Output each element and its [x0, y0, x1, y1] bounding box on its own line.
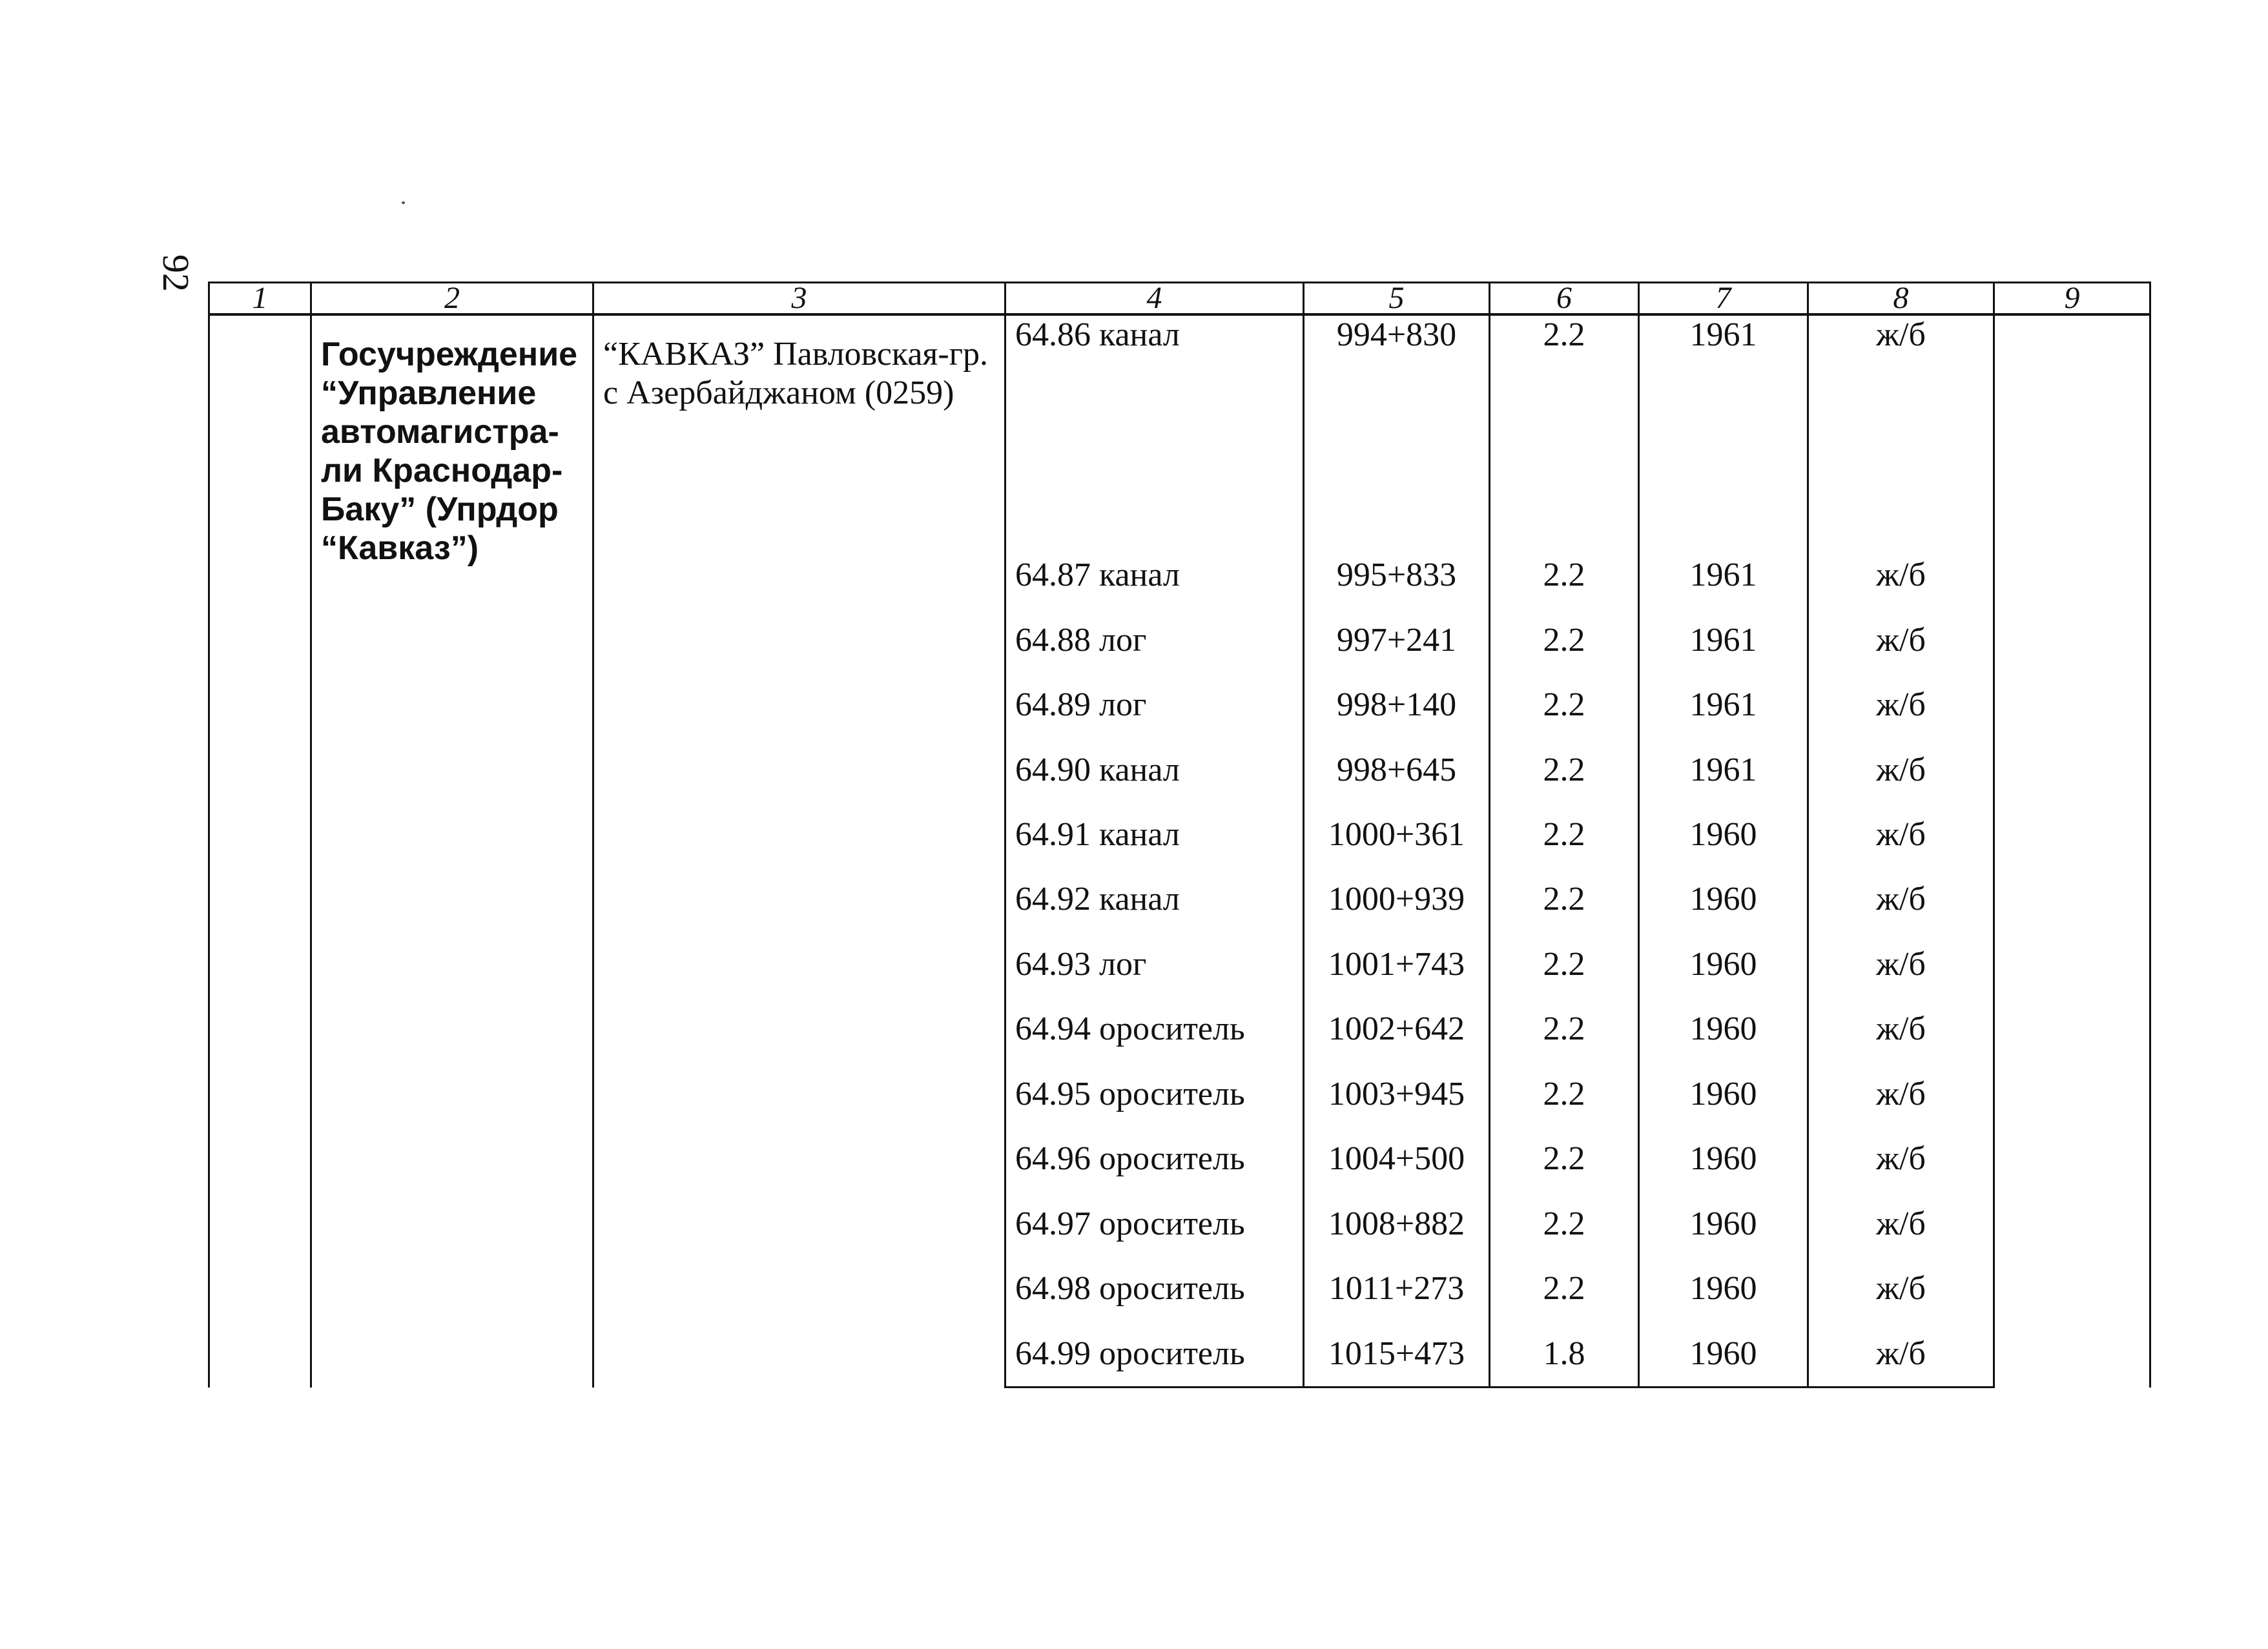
year-cell: 1960: [1639, 1321, 1808, 1387]
year-cell: 1961: [1639, 543, 1808, 608]
material-cell: ж/б: [1808, 932, 1994, 997]
object-cell: 64.92 канал: [1005, 867, 1304, 932]
year-cell: 1960: [1639, 1127, 1808, 1191]
object-cell: 64.88 лог: [1005, 608, 1304, 672]
km-cell: 1001+743: [1304, 932, 1490, 997]
header-cell: 6: [1490, 283, 1639, 315]
material-cell: ж/б: [1808, 1321, 1994, 1387]
km-cell: 998+645: [1304, 737, 1490, 802]
year-cell: 1960: [1639, 997, 1808, 1061]
length-cell: 2.2: [1490, 867, 1639, 932]
km-cell: 1000+939: [1304, 867, 1490, 932]
material-cell: ж/б: [1808, 673, 1994, 737]
length-cell: 2.2: [1490, 997, 1639, 1061]
object-cell: 64.89 лог: [1005, 673, 1304, 737]
header-cell: 4: [1005, 283, 1304, 315]
km-cell: 1003+945: [1304, 1062, 1490, 1127]
object-cell: 64.87 канал: [1005, 543, 1304, 608]
year-cell: 1960: [1639, 1062, 1808, 1127]
material-cell: ж/б: [1808, 867, 1994, 932]
material-cell: ж/б: [1808, 737, 1994, 802]
header-cell: 2: [311, 283, 593, 315]
material-cell: ж/б: [1808, 803, 1994, 867]
material-cell: ж/б: [1808, 1127, 1994, 1191]
object-cell: 64.95 ороситель: [1005, 1062, 1304, 1127]
object-cell: 64.97 ороситель: [1005, 1192, 1304, 1256]
organization-cell: Госучреждение “Управление автомагистра-ли Краснодар-Баку” (Упрдор “Кавказ”): [311, 314, 593, 1387]
page-number: 92: [155, 254, 197, 292]
object-cell: 64.94 ороситель: [1005, 997, 1304, 1061]
km-cell: 997+241: [1304, 608, 1490, 672]
km-cell: 1000+361: [1304, 803, 1490, 867]
material-cell: ж/б: [1808, 543, 1994, 608]
header-cell: 9: [1994, 283, 2150, 315]
length-cell: 2.2: [1490, 1127, 1639, 1191]
object-cell: 64.93 лог: [1005, 932, 1304, 997]
object-cell: 64.90 канал: [1005, 737, 1304, 802]
length-cell: 2.2: [1490, 737, 1639, 802]
material-cell: ж/б: [1808, 1256, 1994, 1321]
length-cell: 2.2: [1490, 1256, 1639, 1321]
year-cell: 1961: [1639, 673, 1808, 737]
bridge-register-table: [208, 282, 2151, 1388]
year-cell: 1960: [1639, 867, 1808, 932]
length-cell: 2.2: [1490, 314, 1639, 543]
row-number-cell: [209, 314, 311, 1387]
km-cell: 1015+473: [1304, 1321, 1490, 1387]
header-cell: 1: [209, 283, 311, 315]
km-cell: 1004+500: [1304, 1127, 1490, 1191]
length-cell: 1.8: [1490, 1321, 1639, 1387]
year-cell: 1961: [1639, 314, 1808, 543]
table-row: [209, 314, 2150, 543]
header-cell: 7: [1639, 283, 1808, 315]
year-cell: 1960: [1639, 1256, 1808, 1321]
length-cell: 2.2: [1490, 803, 1639, 867]
year-cell: 1961: [1639, 608, 1808, 672]
header-cell: 8: [1808, 283, 1994, 315]
object-cell: 64.96 ороситель: [1005, 1127, 1304, 1191]
km-cell: 1011+273: [1304, 1256, 1490, 1321]
length-cell: 2.2: [1490, 932, 1639, 997]
scan-speck: [402, 201, 405, 204]
road-cell: “КАВКАЗ” Павловская-гр. с Азербайджаном (0259): [593, 314, 1005, 1387]
year-cell: 1960: [1639, 932, 1808, 997]
object-cell: 64.91 канал: [1005, 803, 1304, 867]
length-cell: 2.2: [1490, 543, 1639, 608]
material-cell: ж/б: [1808, 1062, 1994, 1127]
km-cell: 995+833: [1304, 543, 1490, 608]
year-cell: 1961: [1639, 737, 1808, 802]
material-cell: ж/б: [1808, 608, 1994, 672]
object-cell: 64.98 ороситель: [1005, 1256, 1304, 1321]
column-number-header: [209, 283, 2150, 315]
length-cell: 2.2: [1490, 1192, 1639, 1256]
year-cell: 1960: [1639, 803, 1808, 867]
object-cell: 64.99 ороситель: [1005, 1321, 1304, 1387]
year-cell: 1960: [1639, 1192, 1808, 1256]
km-cell: 998+140: [1304, 673, 1490, 737]
km-cell: 1008+882: [1304, 1192, 1490, 1256]
material-cell: ж/б: [1808, 1192, 1994, 1256]
length-cell: 2.2: [1490, 608, 1639, 672]
notes-cell: [1994, 314, 2150, 1387]
header-cell: 3: [593, 283, 1005, 315]
length-cell: 2.2: [1490, 673, 1639, 737]
header-cell: 5: [1304, 283, 1490, 315]
object-cell: 64.86 канал: [1005, 314, 1304, 543]
length-cell: 2.2: [1490, 1062, 1639, 1127]
km-cell: 1002+642: [1304, 997, 1490, 1061]
material-cell: ж/б: [1808, 997, 1994, 1061]
material-cell: ж/б: [1808, 314, 1994, 543]
km-cell: 994+830: [1304, 314, 1490, 543]
